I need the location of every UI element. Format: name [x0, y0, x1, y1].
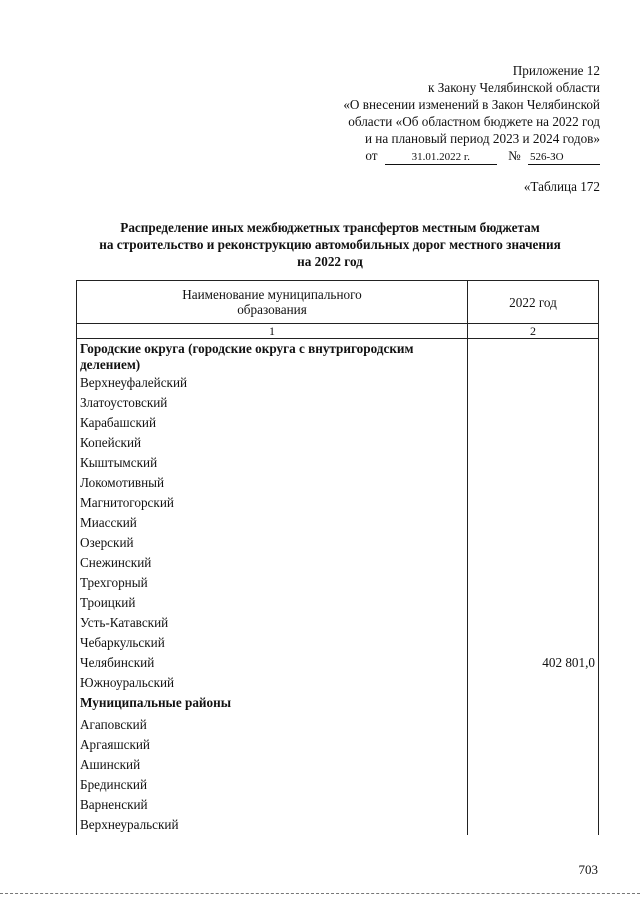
transfer-amount	[468, 795, 599, 815]
table-row	[77, 673, 599, 693]
law-number: 526-ЗО	[528, 150, 600, 165]
municipality-name: Аргаяшский	[77, 735, 468, 755]
transfer-amount	[468, 513, 599, 533]
transfer-amount	[468, 775, 599, 795]
table-row	[77, 553, 599, 573]
column-header-municipality: Наименование муниципального образования	[77, 281, 468, 324]
law-title-line-2: области «Об областном бюджете на 2022 год	[348, 114, 600, 129]
page-edge-line	[0, 893, 640, 894]
transfer-amount	[468, 633, 599, 653]
municipality-name: Брединский	[77, 775, 468, 795]
municipality-name: Варненский	[77, 795, 468, 815]
group-row	[77, 339, 599, 374]
municipality-name: Карабашский	[77, 413, 468, 433]
transfer-amount	[468, 613, 599, 633]
municipality-name: Агаповский	[77, 715, 468, 735]
table-row	[77, 393, 599, 413]
table-row	[77, 433, 599, 453]
transfer-amount	[468, 755, 599, 775]
law-line: к Закону Челябинской области	[428, 80, 600, 95]
transfer-amount: 402 801,0	[468, 653, 599, 673]
title-line-2: на строительство и реконструкцию автомобильных дорог местного значения	[99, 237, 561, 252]
transfer-amount	[468, 473, 599, 493]
table-row	[77, 533, 599, 553]
transfer-amount	[468, 553, 599, 573]
municipality-name: Снежинский	[77, 553, 468, 573]
table-row	[77, 473, 599, 493]
number-label: №	[508, 148, 521, 163]
group-value	[468, 339, 599, 374]
municipality-name: Южноуральский	[77, 673, 468, 693]
table-row	[77, 795, 599, 815]
from-label: от	[365, 148, 378, 163]
group-label: Муниципальные районы	[77, 693, 468, 715]
transfer-amount	[468, 673, 599, 693]
municipality-name: Троицкий	[77, 593, 468, 613]
transfer-amount	[468, 393, 599, 413]
transfer-amount	[468, 373, 599, 393]
transfer-amount	[468, 533, 599, 553]
title-line-3: на 2022 год	[297, 254, 363, 269]
document-title	[60, 219, 600, 270]
municipality-name: Копейский	[77, 433, 468, 453]
transfer-amount	[468, 413, 599, 433]
transfer-amount	[468, 735, 599, 755]
municipality-name: Усть-Катавский	[77, 613, 468, 633]
municipality-name: Озерский	[77, 533, 468, 553]
transfer-amount	[468, 493, 599, 513]
table-row	[77, 633, 599, 653]
law-date-number	[365, 147, 600, 165]
transfers-table	[76, 280, 599, 835]
table-row	[77, 513, 599, 533]
law-date: 31.01.2022 г.	[385, 150, 497, 165]
municipality-name: Трехгорный	[77, 573, 468, 593]
transfer-amount	[468, 453, 599, 473]
table-row	[77, 715, 599, 735]
table-row	[77, 453, 599, 473]
municipality-name: Ашинский	[77, 755, 468, 775]
table-row	[77, 593, 599, 613]
page-number: 703	[578, 862, 598, 877]
municipality-name: Локомотивный	[77, 473, 468, 493]
column-header-year: 2022 год	[468, 281, 599, 324]
table-row	[77, 815, 599, 835]
title-line-1: Распределение иных межбюджетных трансфертов местным бюджетам	[120, 220, 540, 235]
transfer-amount	[468, 815, 599, 835]
table-row	[77, 653, 599, 673]
law-title-line-3: и на плановый период 2023 и 2024 годов»	[364, 131, 600, 146]
column-number-1: 1	[77, 324, 468, 339]
table-body	[77, 339, 599, 836]
municipality-name: Миасский	[77, 513, 468, 533]
table-row	[77, 413, 599, 433]
municipality-name: Челябинский	[77, 653, 468, 673]
table-row	[77, 735, 599, 755]
table-row	[77, 493, 599, 513]
appendix-line: Приложение 12	[512, 63, 600, 78]
document-header	[343, 62, 600, 165]
transfer-amount	[468, 715, 599, 735]
transfer-amount	[468, 593, 599, 613]
table-row	[77, 613, 599, 633]
municipality-name: Верхнеуральский	[77, 815, 468, 835]
table-reference: «Таблица 172	[523, 179, 600, 194]
municipality-name: Кыштымский	[77, 453, 468, 473]
municipality-name: Верхнеуфалейский	[77, 373, 468, 393]
table-row	[77, 775, 599, 795]
group-label: Городские округа (городские округа с внутригородским делением)	[77, 339, 468, 374]
table-row	[77, 373, 599, 393]
table-row	[77, 755, 599, 775]
municipality-name: Чебаркульский	[77, 633, 468, 653]
group-value	[468, 693, 599, 715]
column-number-2: 2	[468, 324, 599, 339]
municipality-name: Златоустовский	[77, 393, 468, 413]
transfer-amount	[468, 433, 599, 453]
municipality-name: Магнитогорский	[77, 493, 468, 513]
table-row	[77, 573, 599, 593]
group-row	[77, 693, 599, 715]
transfer-amount	[468, 573, 599, 593]
law-title-line-1: «О внесении изменений в Закон Челябинской	[343, 97, 600, 112]
